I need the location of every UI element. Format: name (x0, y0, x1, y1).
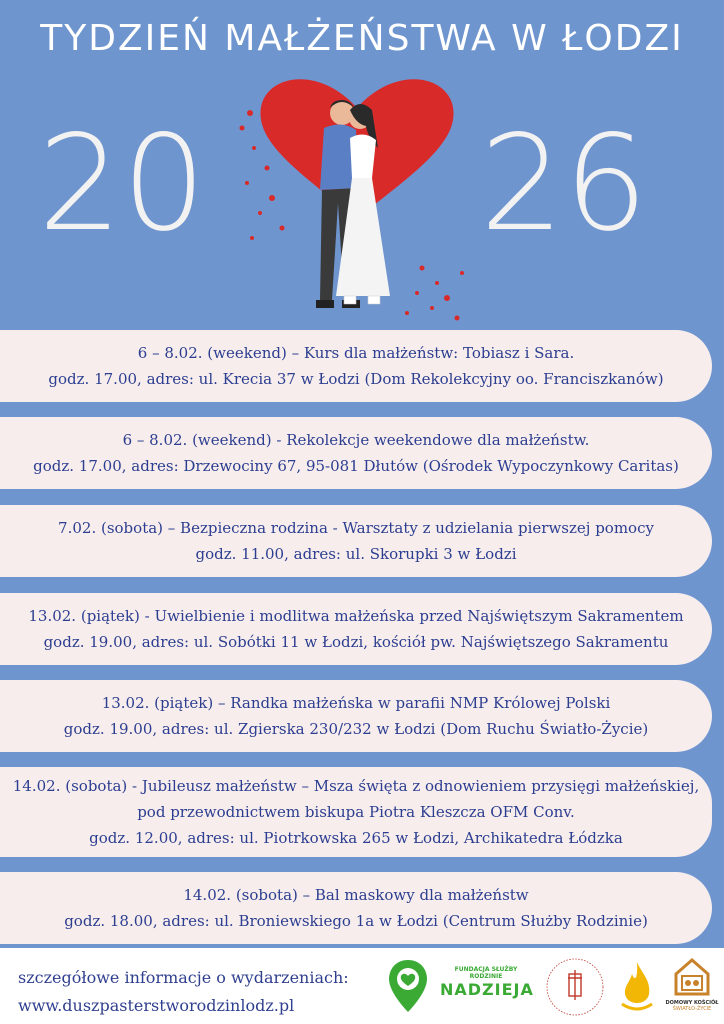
house-icon (672, 956, 712, 996)
year-second-half: 26 (480, 107, 648, 261)
info-label: szczegółowe informacje o wydarzeniach: (18, 968, 349, 987)
footer-info (18, 964, 349, 1020)
event-details: godz. 19.00, adres: ul. Sobótki 11 w Łodzi, kościół pw. Najświętszego Sakramentu (43, 633, 669, 651)
event-title: 6 – 8.02. (weekend) – Kurs dla małżeństw: Tobiasz i Sara. (137, 344, 575, 362)
couple-heart-illustration (232, 68, 482, 330)
page-title: TYDZIEŃ MAŁŻEŃSTWA W ŁODZI (40, 18, 684, 59)
event-card-6 (0, 767, 712, 857)
event-details: godz. 19.00, adres: ul. Zgierska 230/232 w Łodzi (Dom Ruchu Światło-Życie) (63, 720, 649, 738)
fundacja-name: NADZIEJA (440, 980, 534, 999)
event-title: 7.02. (sobota) – Bezpieczna rodzina - Warsztaty z udzielania pierwszej pomocy (58, 519, 654, 537)
event-title: 14.02. (sobota) - Jubileusz małżeństw – Msza święta z odnowieniem przysięgi małżeńskiej, (12, 777, 700, 795)
flame-icon (618, 960, 656, 1014)
kosciol-caption: DOMOWY KOŚCIÓŁ (665, 1000, 719, 1006)
event-subtitle: pod przewodnictwem biskupa Piotra Kleszcza OFM Conv. (137, 803, 575, 821)
event-details: godz. 17.00, adres: ul. Krecia 37 w Łodzi (Dom Rekolekcyjny oo. Franciszkanów) (48, 370, 664, 388)
event-details: godz. 11.00, adres: ul. Skorupki 3 w Łodzi (195, 545, 517, 563)
website-link[interactable]: www.duszpasterstworodzinlodz.pl (18, 996, 295, 1015)
fundacja-caption: FUNDACJA SŁUŻBY RODZINIE (454, 966, 518, 980)
event-title: 6 – 8.02. (weekend) - Rekolekcje weekendowe dla małżeństw. (122, 431, 590, 449)
map-pin-heart-icon (386, 958, 430, 1014)
event-card-4 (0, 593, 712, 665)
event-card-5 (0, 680, 712, 752)
duszpasterstwo-rodzin-seal-icon (544, 956, 606, 1018)
event-details: godz. 12.00, adres: ul. Piotrkowska 265 w Łodzi, Archikatedra Łódzka (89, 829, 623, 847)
domowy-kosciol-logo (664, 956, 720, 1012)
year-first-half: 20 (38, 107, 206, 261)
event-card-7 (0, 872, 712, 944)
event-title: 14.02. (sobota) – Bal maskowy dla małżeństw (183, 886, 529, 904)
fundacja-nadzieja-logo (440, 966, 532, 999)
footer (0, 948, 724, 1024)
kosciol-subcaption: ŚWIATŁO-ŻYCIE (672, 1006, 712, 1012)
event-details: godz. 18.00, adres: ul. Broniewskiego 1a w Łodzi (Centrum Służby Rodzinie) (64, 912, 648, 930)
event-title: 13.02. (piątek) – Randka małżeńska w parafii NMP Królowej Polski (101, 694, 611, 712)
event-card-2 (0, 417, 712, 489)
event-card-3 (0, 505, 712, 577)
event-details: godz. 17.00, adres: Drzewociny 67, 95-081 Dłutów (Ośrodek Wypoczynkowy Caritas) (33, 457, 679, 475)
event-title: 13.02. (piątek) - Uwielbienie i modlitwa małżeńska przed Najświętszym Sakramentem (28, 607, 684, 625)
event-card-1 (0, 330, 712, 402)
